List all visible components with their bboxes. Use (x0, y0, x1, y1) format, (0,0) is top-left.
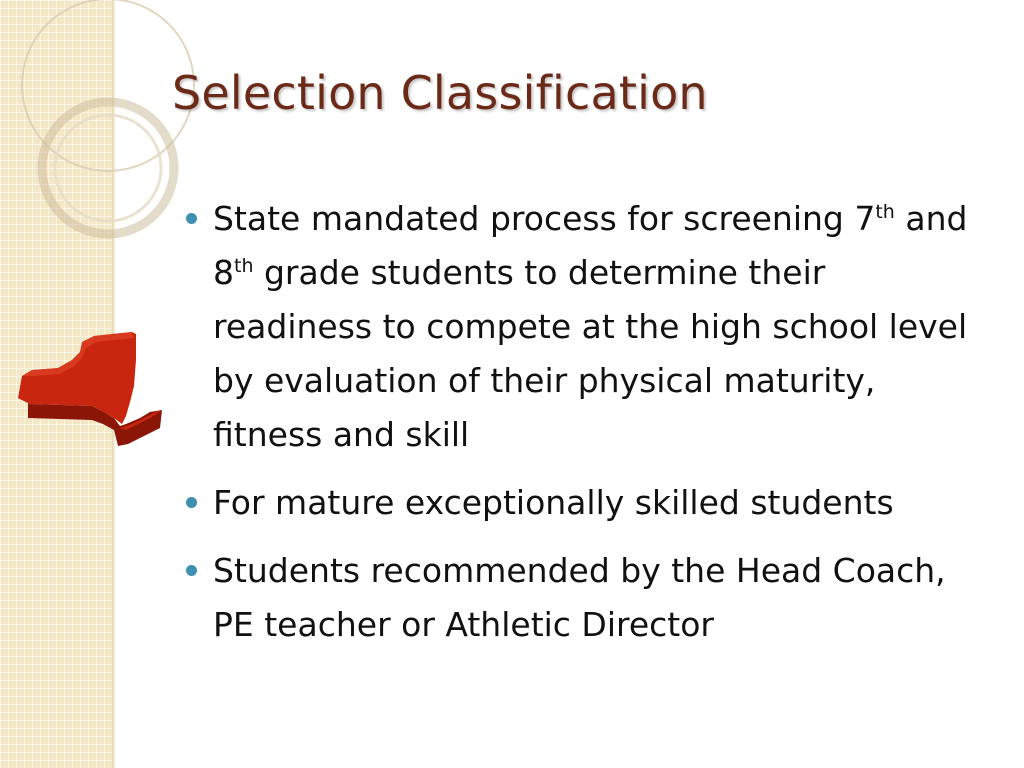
bullet-1-text-part-2: and 8 (213, 199, 968, 292)
slide-title: Selection Classification (172, 66, 708, 120)
decorative-circle-medium (42, 102, 174, 234)
decorative-circles-and-map (0, 0, 200, 460)
bullet-item-3 (186, 544, 994, 652)
decorative-circle-rings (22, 0, 194, 234)
bullet-item-2 (186, 476, 994, 530)
bullet-text (213, 199, 967, 454)
bullet-1-text-part-3: grade students to determine their readiness to compete at the high school level by evaluation of their physical maturity, fitness and skill (213, 253, 968, 454)
new-york-state-map-icon (18, 332, 162, 446)
bullet-text: For mature exceptionally skilled students (213, 483, 894, 522)
bullet-text: Students recommended by the Head Coach, PE teacher or Athletic Director (213, 551, 946, 644)
bullet-1-superscript-2: th (234, 255, 254, 277)
bullet-dot-icon (186, 497, 197, 508)
bullet-list (186, 192, 994, 666)
decorative-circle-inner (55, 115, 161, 221)
bullet-1-text-part-1: State mandated process for screening 7 (213, 199, 876, 238)
bullet-dot-icon (186, 213, 197, 224)
bullet-dot-icon (186, 565, 197, 576)
bullet-item-1 (186, 192, 994, 462)
bullet-1-superscript-1: th (875, 201, 895, 223)
